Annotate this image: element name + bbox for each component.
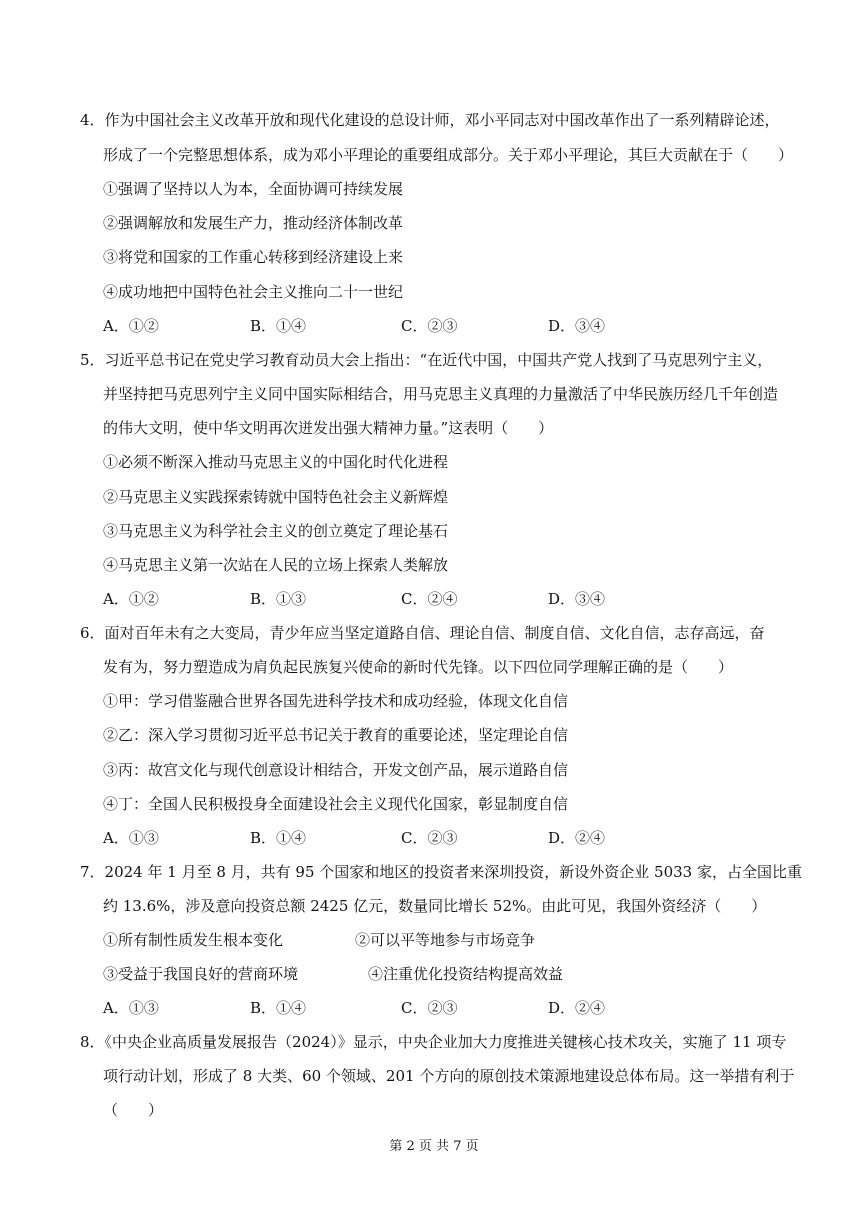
q5-choice-b: B．①③	[250, 590, 307, 608]
page-number-footer: 第 2 页 共 7 页	[389, 1139, 479, 1154]
q7-choice-d: D．②④	[548, 999, 606, 1017]
q7-choice-b: B．①④	[250, 999, 307, 1017]
q8-stem-line-3: （ ）	[103, 1101, 164, 1119]
q4-choice-b: B．①④	[250, 317, 307, 335]
q7-choice-c: C．②③	[401, 999, 458, 1017]
q7-stem-line-1: 7．2024 年 1 月至 8 月，共有 95 个国家和地区的投资者来深圳投资，新设外资企业 5033 家，占全国比重	[80, 863, 802, 881]
q5-option-3: ③马克思主义为科学社会主义的创立奠定了理论基石	[103, 522, 449, 540]
q4-choice-a: A．①②	[103, 317, 159, 335]
q5-option-4: ④马克思主义第一次站在人民的立场上探索人类解放	[103, 556, 449, 574]
q7-option-3: ③受益于我国良好的营商环境	[103, 965, 299, 983]
q6-choice-b: B．①④	[250, 829, 307, 847]
q5-option-1: ①必须不断深入推动马克思主义的中国化时代化进程	[103, 453, 449, 471]
q6-stem-line-1: 6．面对百年未有之大变局，青少年应当坚定道路自信、理论自信、制度自信、文化自信，志存高远，奋	[80, 624, 765, 642]
q5-choice-a: A．①②	[103, 590, 159, 608]
q6-option-1: ①甲：学习借鉴融合世界各国先进科学技术和成功经验，体现文化自信	[103, 692, 569, 710]
q6-option-3: ③丙：故宫文化与现代创意设计相结合，开发文创产品，展示道路自信	[103, 761, 569, 779]
q4-option-1: ①强调了坚持以人为本，全面协调可持续发展	[103, 180, 404, 198]
q8-stem-line-2: 项行动计划，形成了 8 大类、60 个领域、201 个方向的原创技术策源地建设总体布局。这一举措有利于	[103, 1067, 795, 1085]
q6-choice-c: C．②③	[401, 829, 458, 847]
q5-choice-c: C．②④	[401, 590, 458, 608]
q5-option-2: ②马克思主义实践探索铸就中国特色社会主义新辉煌	[103, 488, 449, 506]
q4-choice-d: D．③④	[548, 317, 606, 335]
q6-option-2: ②乙：深入学习贯彻习近平总书记关于教育的重要论述，坚定理论自信	[103, 726, 569, 744]
q7-choice-a: A．①③	[103, 999, 159, 1017]
q6-stem-line-2: 发有为，努力塑造成为肩负起民族复兴使命的新时代先锋。以下四位同学理解正确的是（ ）	[103, 658, 734, 676]
q4-option-3: ③将党和国家的工作重心转移到经济建设上来	[103, 248, 404, 266]
q6-choice-a: A．①③	[103, 829, 159, 847]
q4-option-4: ④成功地把中国特色社会主义推向二十一世纪	[103, 283, 404, 301]
q5-stem-line-3: 的伟大文明，使中华文明再次迸发出强大精神力量。”这表明（ ）	[103, 419, 554, 437]
q7-option-2: ②可以平等地参与市场竞争	[355, 931, 536, 949]
q4-option-2: ②强调解放和发展生产力，推动经济体制改革	[103, 214, 404, 232]
q6-choice-d: D．②④	[548, 829, 606, 847]
q5-stem-line-1: 5．习近平总书记在党史学习教育动员大会上指出：“在近代中国，中国共产党人找到了马克思列宁主义，	[80, 351, 773, 369]
q4-choice-c: C．②③	[401, 317, 458, 335]
q7-option-1: ①所有制性质发生根本变化	[103, 931, 284, 949]
q5-stem-line-2: 并坚持把马克思列宁主义同中国实际相结合，用马克思主义真理的力量激活了中华民族历经几千年创造	[103, 385, 779, 403]
q8-stem-line-1: 8．《中央企业高质量发展报告（2024）》显示，中央企业加大力度推进关键核心技术攻关，实施了 11 项专	[80, 1033, 787, 1051]
q4-stem-line-1: 4．作为中国社会主义改革开放和现代化建设的总设计师，邓小平同志对中国改革作出了一系列精辟论述，	[80, 111, 780, 129]
q6-option-4: ④丁：全国人民积极投身全面建设社会主义现代化国家，彰显制度自信	[103, 795, 569, 813]
q7-option-4: ④注重优化投资结构提高效益	[368, 965, 564, 983]
q7-stem-line-2: 约 13.6%，涉及意向投资总额 2425 亿元，数量同比增长 52%。由此可见，我国外资经济（ ）	[103, 897, 767, 915]
q5-choice-d: D．③④	[548, 590, 606, 608]
q4-stem-line-2: 形成了一个完整思想体系，成为邓小平理论的重要组成部分。关于邓小平理论，其巨大贡献在于（ ）	[103, 146, 794, 164]
